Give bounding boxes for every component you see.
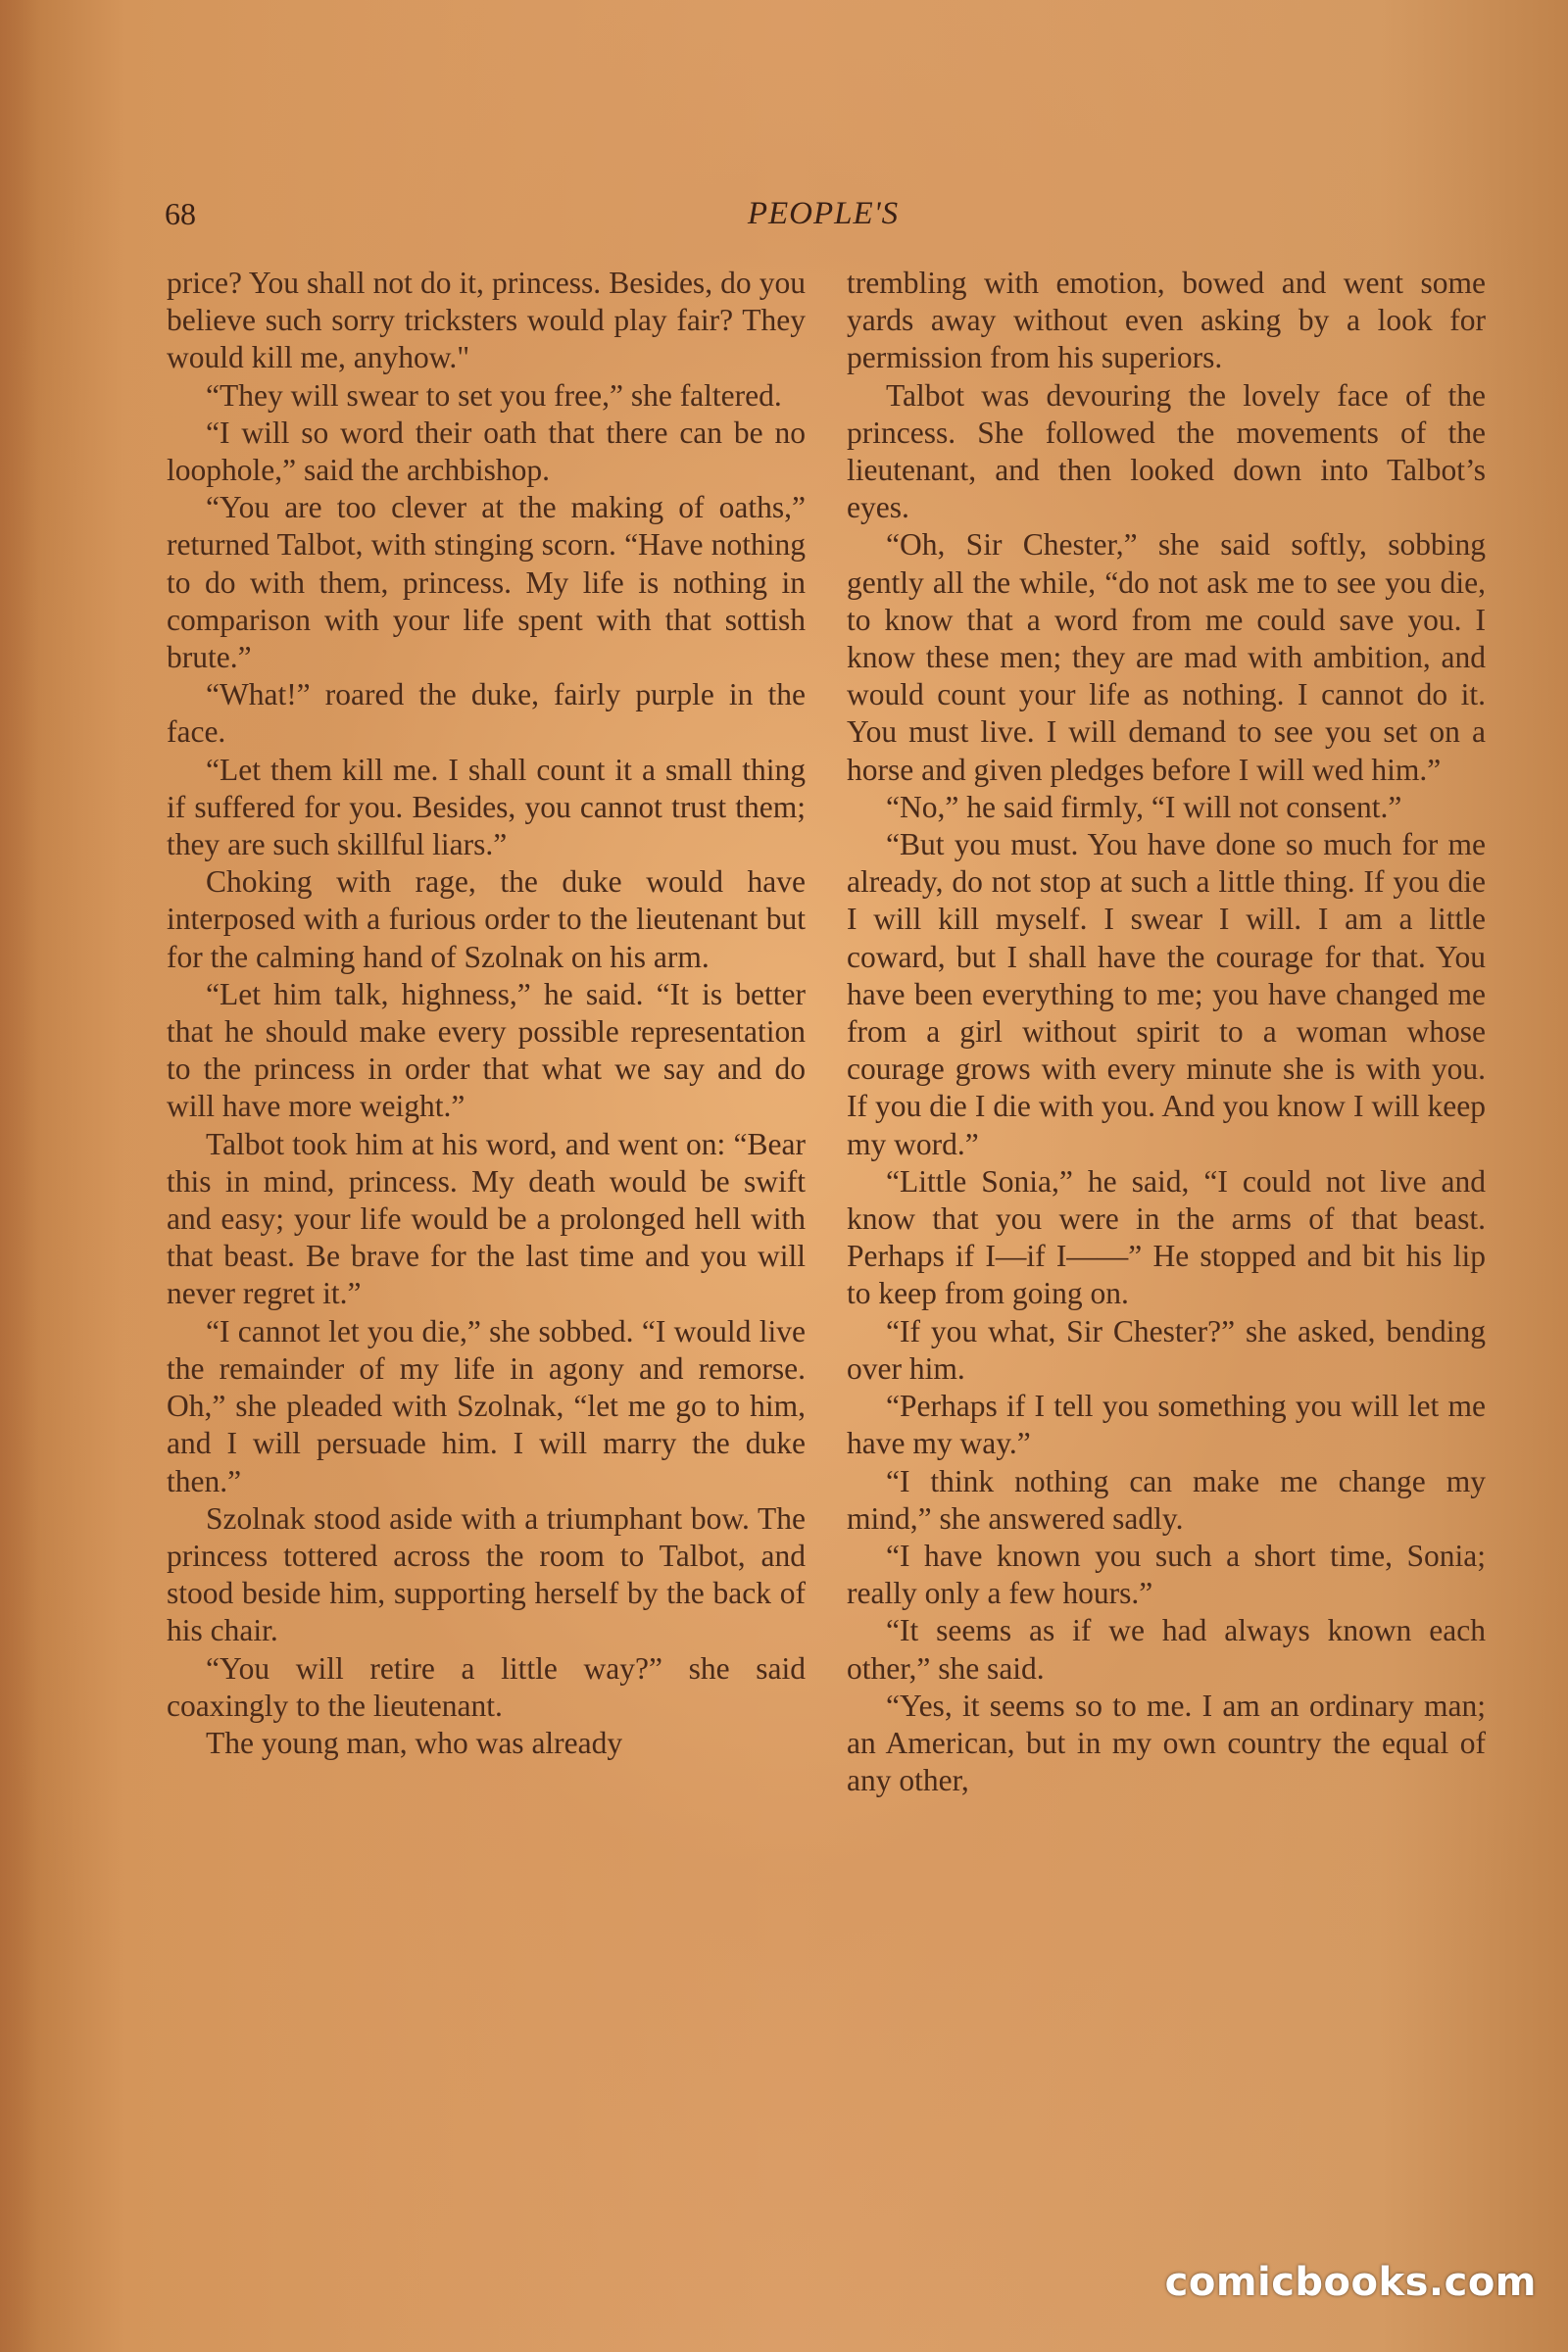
paragraph: Talbot took him at his word, and went on: “Bear this in mind, princess. My death would be swift and easy; your life would be a prolonged hell with that beast. Be brave for the last time and you will never regret it.”	[167, 1126, 806, 1311]
paragraph: “I think nothing can make me change my mind,” she answered sadly.	[847, 1463, 1486, 1536]
paragraph: “I cannot let you die,” she sobbed. “I would live the remainder of my life in agony and remorse. Oh,” she pleaded with Szolnak, “let me go to him, and I will persuade him. I will marry the duke then.”	[167, 1313, 806, 1498]
right-text-column	[847, 265, 1486, 1799]
page-edge-shadow	[0, 0, 39, 2352]
paragraph: trembling with emotion, bowed and went some yards away without even asking by a look for permission from his superiors.	[847, 266, 1486, 375]
paragraph: “I have known you such a short time, Sonia; really only a few hours.”	[847, 1538, 1486, 1611]
watermark-logo: comicbooks.com	[1164, 2260, 1537, 2305]
paragraph: “Yes, it seems so to me. I am an ordinary man; an American, but in my own country the equal of any other,	[847, 1688, 1486, 1798]
running-title: PEOPLE'S	[747, 196, 900, 231]
paragraph: “Perhaps if I tell you something you will let me have my way.”	[847, 1389, 1486, 1461]
paragraph: “I will so word their oath that there can be no loophole,” said the archbishop.	[167, 415, 806, 488]
paragraph: price? You shall not do it, princess. Besides, do you believe such sorry tricksters would play fair? They would kill me, anyhow."	[167, 266, 806, 375]
paragraph: “You are too clever at the making of oaths,” returned Talbot, with stinging scorn. “Have nothing to do with them, princess. My life is nothing in comparison with your life spent with that sottish brute.”	[167, 490, 806, 675]
paragraph: “It seems as if we had always known each other,” she said.	[847, 1613, 1486, 1686]
paragraph: “You will retire a little way?” she said coaxingly to the lieutenant.	[167, 1650, 806, 1723]
paragraph: “If you what, Sir Chester?” she asked, bending over him.	[847, 1313, 1486, 1386]
page-number: 68	[165, 196, 196, 231]
paragraph: “No,” he said firmly, “I will not consent.”	[886, 789, 1402, 824]
paragraph: “Oh, Sir Chester,” she said softly, sobbing gently all the while, “do not ask me to see you die, to know that a word from me could save you. I know these men; they are mad with ambition, and would count your life as nothing. I cannot do it. You must live. I will demand to see you set on a horse and given pledges before I will wed him.”	[847, 527, 1486, 787]
paragraph: “Let them kill me. I shall count it a small thing if suffered for you. Besides, you cannot trust them; they are such skillful liars.”	[167, 752, 806, 862]
paragraph: “They will swear to set you free,” she faltered.	[206, 377, 782, 413]
page-header	[165, 196, 1482, 245]
paragraph: “What!” roared the duke, fairly purple in the face.	[167, 677, 806, 750]
paragraph: Choking with rage, the duke would have interposed with a furious order to the lieutenant but for the calming hand of Szolnak on his arm.	[167, 864, 806, 974]
paragraph: “Let him talk, highness,” he said. “It is better that he should make every possible representation to the princess in order that what we say and do will have more weight.”	[167, 976, 806, 1124]
paragraph: “But you must. You have done so much for me already, do not stop at such a little thing. If you die I will kill myself. I swear I will. I am a little coward, but I shall have the courage for that. You have been everything to me; you have changed me from a girl without spirit to a woman whose courage grows with every minute she is with you. If you die I die with you. And you know I will keep my word.”	[847, 827, 1486, 1161]
paragraph: The young man, who was already	[206, 1725, 623, 1760]
paragraph: Talbot was devouring the lovely face of the princess. She followed the movements of the lieutenant, and then looked down into Talbot’s eyes.	[847, 377, 1486, 525]
left-text-column	[167, 265, 806, 1762]
paragraph: Szolnak stood aside with a triumphant bow. The princess tottered across the room to Talbot, and stood beside him, supporting herself by the back of his chair.	[167, 1500, 806, 1648]
paragraph: “Little Sonia,” he said, “I could not live and know that you were in the arms of that beast. Perhaps if I—if I——” He stopped and bit his lip to keep from going on.	[847, 1163, 1486, 1311]
